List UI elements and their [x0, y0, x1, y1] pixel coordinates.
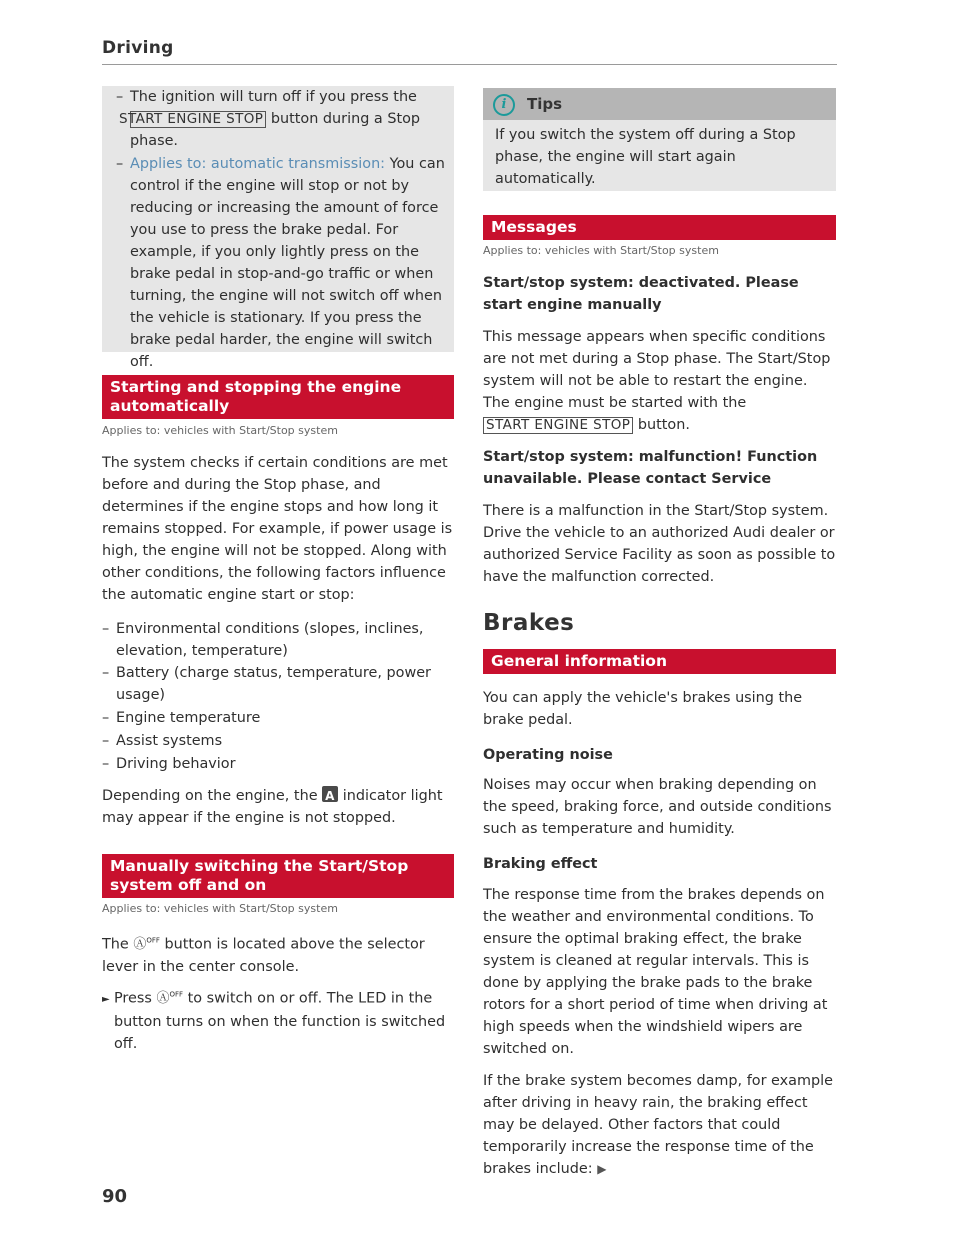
section-title-manual-switch: Manually switching the Start/Stop system off and on [102, 854, 454, 898]
auto-stop-indicator-icon [322, 786, 338, 802]
section-title-messages: Messages [483, 215, 836, 240]
paragraph: You can apply the vehicle's brakes using the brake pedal. [483, 690, 803, 728]
auto-off-button-icon: Ⓐ$^{OFF}$ [156, 991, 184, 1007]
message-heading: Start/stop system: deactivated. Please start engine manually [483, 275, 799, 313]
paragraph: The Ⓐ$^{OFF}$ button is located above the selector lever in the center console. [102, 936, 425, 976]
continue-arrow-icon: ▶ [597, 1162, 607, 1176]
applies-note: Applies to: vehicles with Start/Stop system [102, 424, 338, 437]
section-title-start-stop: Starting and stopping the engine automatically [102, 375, 454, 419]
auto-off-button-icon: Ⓐ$^{OFF}$ [133, 937, 160, 953]
applies-note: Applies to: vehicles with Start/Stop system [102, 902, 338, 915]
subheading: Operating noise [483, 747, 613, 763]
paragraph: Noises may occur when braking depending on the speed, braking force, and outside conditions such as temperature and humidity. [483, 777, 832, 837]
tips-text: If you switch the system off during a Stop phase, the engine will start again automatically. [495, 127, 796, 187]
tips-bar [483, 88, 836, 120]
paragraph: There is a malfunction in the Start/Stop system. Drive the vehicle to an authorized Audi dealer or authorized Service Facility as soon as possible to have the malfunction corrected. [483, 503, 836, 585]
paragraph: This message appears when specific conditions are not met during a Stop phase. The Start/Stop system will not be able to restart the engine. The engine must be started with the START ENGINE STOP button. [483, 329, 831, 433]
start-engine-stop-key: START ENGINE STOP [130, 111, 266, 128]
header-title: Driving [102, 38, 174, 58]
list-item: – Assist systems [102, 733, 223, 749]
chapter-title: Brakes [483, 610, 575, 636]
section-title-general: General information [483, 649, 836, 674]
header-rule [102, 64, 837, 65]
paragraph: If the brake system becomes damp, for example after driving in heavy rain, the braking effect may be delayed. Other factors that could temporarily increase the response time of the brakes include: ▶ [483, 1073, 833, 1177]
list-item: – Environmental conditions (slopes, inclines, elevation, temperature) [102, 621, 424, 659]
list-item: – Applies to: automatic transmission: You can control if the engine will stop or not by reducing or increasing the amount of force you use to press the brake pedal. For example, if you only lightly press on the brake pedal in stop-and-go traffic or when turning, the engine will not switch off when the vehicle is stationary. If you press the brake pedal harder, the engine will switch off. [116, 156, 445, 370]
message-heading: Start/stop system: malfunction! Function unavailable. Please contact Service [483, 449, 818, 487]
applies-note: Applies to: vehicles with Start/Stop system [483, 244, 719, 257]
list-item: – The ignition will turn off if you press the START ENGINE STOP button during a Stop phase. [116, 89, 421, 149]
paragraph: The response time from the brakes depends on the weather and environmental conditions. To ensure the optimal braking effect, the brake system is cleaned at regular intervals. This is done by applying the brake pads to the brake rotors for a short period of time when driving at high speeds when the windshield wipers are switched on. [483, 887, 828, 1057]
info-icon: i [493, 94, 515, 116]
paragraph: The system checks if certain conditions are met before and during the Stop phase, and determines if the engine stops and how long it remains stopped. For example, if power usage is high, the engine will not be stopped. Along with other conditions, the following factors influence the automatic engine start or stop: [102, 455, 453, 603]
start-engine-stop-key: START ENGINE STOP [483, 417, 633, 434]
page-number: 90 [102, 1186, 128, 1207]
list-item: – Driving behavior [102, 756, 236, 772]
subheading: Braking effect [483, 856, 598, 872]
list-item: – Battery (charge status, temperature, power usage) [102, 665, 431, 703]
tips-label: Tips [527, 95, 563, 113]
step-item: ► Press Ⓐ$^{OFF}$ to switch on or off. The LED in the button turns on when the function is switched off. [102, 990, 446, 1053]
list-item: – Engine temperature [102, 710, 261, 726]
paragraph: Depending on the engine, the A indicator light may appear if the engine is not stopped. [102, 785, 454, 829]
